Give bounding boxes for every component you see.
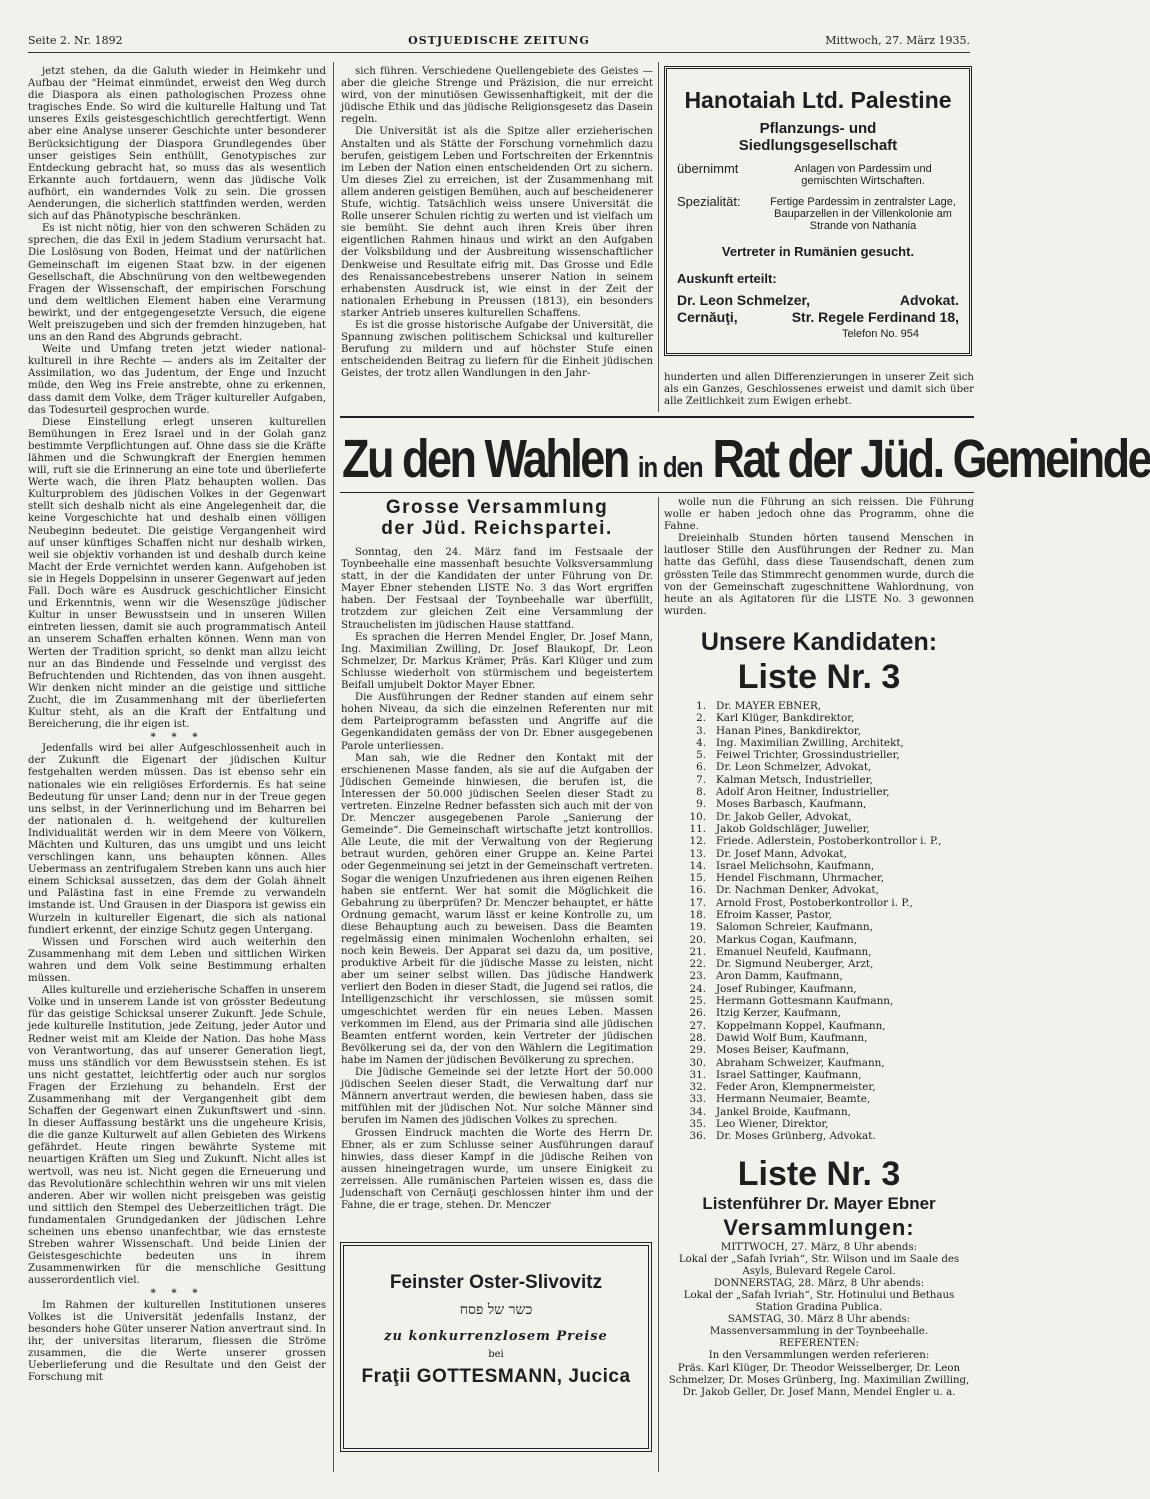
ad-row-specialty (677, 196, 959, 232)
subheading-line-2: der Jüd. Reichspartei. (381, 518, 613, 539)
headline-part-1: Zu den Wahlen (342, 427, 628, 489)
column-rule (658, 497, 659, 1472)
paragraph: Diese Einstellung erlegt unseren kulturellen Bemühungen in Erez Israel und in der Golah ganz bestimmte Verpflichtungen auf. Ohne dass sie die Kräfte lähmen und die Schwungkraft der Energien hemmen will, ruft sie die Erinnerung an eine tote und überlieferte Werte wach, die ihren Platz behaupten wollen. Das Kulturproblem des jüdischen Volkes in der Gegenwart stellt sich deshalb nicht als eine Angelegenheit dar, die keine Vorgeschichte hat und deshalb einen völligen Neubeginn bedeutet. Die geistige Vergangenheit wird auf unser künftiges Schaffen nicht nur deshalb wirken, weil sie objektiv vorhanden ist und deshalb durch keine Macht der Erde vernichtet werden kann. Aufgehoben ist sie in Hegels Doppelsinn in unserer Gegenwart auf jeden Fall. Doch wäre es Ausdruck geschichtlicher Einsicht und Erkenntnis, wenn wir die Wesenszüge jüdischer Kultur in unser Bewusstsein und in unseren Willen eintreten liessen, damit sie auch programmatisch Anteil an unserem Schaffen erhalten können. Wenn man von Werten der Tradition spricht, so denkt man allzu leicht nur an das Bindende und Fesselnde und vergisst des Befruchtenden und Richtenden, das von ihnen ausgeht. Wir denken nicht minder an die geistige und sittliche Zucht, die im Zusammenhang mit der überlieferten Kultur steht, als an die Kraft der Entfaltung und Bereicherung, die ihr eigen ist. (28, 416, 326, 731)
candidate-number: 26. (689, 1007, 706, 1020)
report-subheading (341, 497, 653, 539)
candidate-name: Leo Wiener, Direktor, (716, 1118, 829, 1131)
candidate-number: 1. (696, 699, 706, 712)
candidate-item (686, 921, 974, 933)
candidate-number: 19. (689, 921, 706, 934)
meeting-line: Präs. Karl Klüger, Dr. Theodor Weisselberger, Dr. Leon Schmelzer, Dr. Moses Grünberg, Ing. Maximilian Zwilling, Dr. Jakob Geller, Dr. Josef Mann, Mendel Engler u. a. (668, 1362, 970, 1398)
candidate-item (686, 983, 974, 995)
report-body (341, 547, 653, 1212)
candidate-number: 22. (689, 958, 706, 971)
candidate-number: 8. (696, 786, 706, 799)
candidate-name: Dr. Leon Schmelzer, Advokat, (716, 761, 872, 774)
candidate-name: Hanan Pines, Bankdirektor, (716, 724, 861, 737)
candidate-item (686, 1057, 974, 1069)
candidate-name: Dr. Jakob Geller, Advokat, (716, 810, 852, 823)
paragraph: Man sah, wie die Redner den Kontakt mit der erschienenen Masse fanden, als sie auf die Aufgaben der Jüdischen Gemeinde hinwiesen, die berufen ist, die Interessen der 50.000 jüdischen Seelen dieser Stadt zu vertreten. Einzelne Redner befassten sich auch mit der von Dr. Menczer ausgegebenen Parole „Sanierung der Gemeinde“. Die Gemeinschaft wirtschafte jetzt kontrolllos. Alle Leute, die mit der Verwaltung von der Regierung betraut wurden, gehören einer Gruppe an. Keine Partei oder Gegenmeinung sei jetzt in der Gemeinschaft vertreten. Sogar die wenigen Unzufriedenen aus ihren eigenen Reihen haben sie entfernt. Wer hat somit die Möglichkeit die Gebahrung zu überprüfen? Dr. Menczer behauptet, er hätte Ordnung gemacht, warum lässt er keine Kontrolle zu, um diese Behauptung auch zu beweisen. Dass die Beamten regelmässig einen minimalen Wochenlohn erhalten, sei noch kein Beweis. Der Apparat sei dazu da, um positive, produktive Arbeit für die jüdische Masse zu leisten, nicht aber um seiner selbst willen. Das jüdische Handwerk verliert den Boden in dieser Stadt, die Jugend sei ratlos, die Intelligenzschicht ihr verschlossen, sie müssen somit umgeschichtet werden für ein neues Leben. Massen verkommen im Elend, aus der Primaria sind alle jüdischen Beamten entfernt worden, kein Vertreter der jüdischen Bevölkerung sei da, der von den Wählern die Legitimation habe im Namen der jüdischen Bevölkerung zu sprechen. (341, 752, 653, 1066)
ad-label: Spezialität: (677, 194, 741, 209)
paragraph: Alles kulturelle und erzieherische Schaffen in unserem Volke und in unserem Lande ist von grösster Bedeutung für das geistige Schicksal unserer Zukunft. Jede Schule, jede kulturelle Institution, jede Zeitung, jeder Autor und Redner weist mit am Kleide der Nation. Das hohe Mass von Verantwortung, das auf unserer Generation liegt, muss uns ständlich vor dem Bewusstsein stehen. Es ist uns nicht gestattet, leichtfertig oder auch nur sorglos Fragen der Erziehung zu behandeln. Erst der Zusammenhang mit der Vergangenheit gibt dem Schaffen der Gegenwart einen Zukunftswert und -sinn. In dieser Auffassung bestärkt uns die ungeheure Krisis, die die ganze Kulturwelt auf allen Gebieten des Wirkens gefährdet. Heute ringen bewährte Systeme mit neuartigen Kräften um Sieg und Zukunft. Nicht alles ist wertvoll, was neu ist. Nicht gegen die Erneuerung und das Revolutionäre schlechthin wehren wir uns mit vielen anderen. Aber wir wollen nicht preisgeben was geistig und sittlich den Stempel des Ueberzeitlichen trägt. Die fundamentalen Grundgedanken der jüdischen Lehre scheinen uns ebenso unanfechtbar, wie das ernsteste Streben wahrer Wissenschaft. Und beide Linien der Geistesgeschichte bedeuten uns in ihrem Zusammenwirken für die menschliche Gesittung ausserordentlich viel. (28, 985, 326, 1287)
candidate-item (686, 1093, 974, 1105)
candidate-item (686, 811, 974, 823)
candidate-name: Dr. Josef Mann, Advokat, (716, 847, 847, 860)
meeting-line: Lokal der „Safah Ivriah“, Str. Hotinului und Bethaus Station Gradina Publica. (683, 1290, 955, 1314)
ad-contact-name: Dr. Leon Schmelzer, (677, 292, 811, 308)
candidate-number: 14. (689, 859, 706, 872)
candidate-name: Israel Sattinger, Kaufmann, (716, 1068, 862, 1081)
candidate-number: 36. (689, 1130, 706, 1143)
section-divider: * * * (150, 731, 204, 744)
meeting-line: REFERENTEN: (779, 1338, 859, 1350)
column-rule (333, 62, 334, 1472)
candidate-item (686, 1069, 974, 1081)
paragraph: Sonntag, den 24. März fand im Festsaale der Toynbeehalle eine massenhaft besuchte Volksversammlung statt, in der die Kandidaten der unter Führung von Dr. Mayer Ebner stehenden LISTE No. 3 das Wort ergriffen haben. Der Festsaal der Toynbeehalle war überfüllt, trotzdem zur gleichen Zeit eine Versammlung der Strauchelisten im jüdischen Hause stattfand. (341, 547, 653, 631)
candidate-item (686, 712, 974, 724)
candidate-item (686, 934, 974, 946)
candidate-item (686, 700, 974, 712)
candidate-name: Hendel Fischmann, Uhrmacher, (716, 872, 884, 885)
candidates-list (686, 700, 974, 1143)
candidate-item (686, 872, 974, 884)
ad-label: übernimmt (677, 161, 739, 176)
candidate-number: 16. (689, 884, 706, 897)
candidate-name: Emanuel Neufeld, Kaufmann, (716, 945, 872, 958)
candidate-name: Moses Beiser, Kaufmann, (716, 1044, 850, 1057)
candidate-item (686, 1020, 974, 1032)
candidate-item (686, 970, 974, 982)
candidate-item (686, 909, 974, 921)
candidate-name: Aron Damm, Kaufmann, (716, 970, 843, 983)
candidate-item (686, 848, 974, 860)
candidate-item (686, 823, 974, 835)
paragraph: Es ist nicht nötig, hier von den schweren Schäden zu sprechen, die das Exil in jedem Stadium verursacht hat. Die Loslösung von Boden, Heimat und der natürlichen Gemeinschaft im eigenen Staat bzw. in der eigenen Gesellschaft, die Abschnürung von den weltbewegenden Fragen der Wissenschaft, der empirischen Forschung und dem weltlichen Element haben eine Verarmung bewirkt, und der entgegengesetzte Versuch, die eigene Welt preiszugeben und sich der fremden hinzugeben, hat uns an den Rand des Abgrunds gebracht. (28, 223, 326, 344)
ad-contact-phone: Telefon No. 954 (841, 328, 919, 340)
candidate-name: Kalman Metsch, Industrieller, (716, 773, 873, 786)
candidate-item (686, 725, 974, 737)
candidate-number: 4. (696, 736, 706, 749)
candidate-name: Efroim Kasser, Pastor, (716, 908, 832, 921)
paragraph: sich führen. Verschiedene Quellengebiete des Geistes — aber die gleiche Strenge und Präzision, die nur erreicht wird, von der minutiösen Gewissenhaftigkeit, mit der die jüdische Ethik und das jüdische Religionsgesetz das Dasein regeln. (341, 66, 653, 126)
list-leader: Listenführer Dr. Mayer Ebner (702, 1193, 936, 1213)
section-divider: * * * (150, 1287, 204, 1300)
candidate-name: Salomon Schreier, Kaufmann, (716, 921, 873, 934)
candidate-name: Itzig Kerzer, Kaufmann, (716, 1007, 841, 1020)
slivo-bei: bei (488, 1349, 504, 1360)
meetings-list (664, 1242, 974, 1399)
candidate-item (686, 786, 974, 798)
candidate-name: Dr. Moses Grünberg, Advokat. (716, 1130, 876, 1143)
candidate-name: Abraham Schweizer, Kaufmann, (716, 1056, 885, 1069)
candidate-name: Friede. Adlerstein, Postoberkontrollor i. P., (716, 835, 942, 848)
candidate-name: Hermann Neumaier, Beamte, (716, 1093, 871, 1106)
candidate-name: Ing. Maximilian Zwilling, Architekt, (716, 736, 904, 749)
candidate-item (686, 761, 974, 773)
candidates-column (664, 497, 974, 1472)
candidate-number: 7. (696, 773, 706, 786)
candidate-item (686, 798, 974, 810)
candidate-number: 23. (689, 970, 706, 983)
candidate-item (686, 1118, 974, 1130)
candidate-number: 21. (689, 945, 706, 958)
candidate-item (686, 1044, 974, 1056)
section-rule (340, 492, 974, 493)
candidate-name: Dr. Sigmund Neuberger, Arzt, (716, 958, 874, 971)
candidate-name: Koppelmann Koppel, Kaufmann, (716, 1019, 886, 1032)
headline-part-2: in den (637, 451, 703, 485)
paragraph: Wissen und Forschen wird auch weiterhin den Zusammenhang mit dem Leben und sittlichen Wirken wahren und dem Volk seine Bestimmung erhalten müssen. (28, 936, 326, 985)
candidate-name: Adolf Aron Heitner, Industrieller, (716, 786, 890, 799)
candidate-item (686, 737, 974, 749)
candidate-item (686, 1106, 974, 1118)
candidate-item (686, 884, 974, 896)
column-rule (658, 62, 659, 412)
ad-row-services (677, 163, 959, 187)
candidate-number: 24. (689, 982, 706, 995)
meeting-line: DONNERSTAG, 28. März, 8 Uhr abends: (713, 1277, 925, 1289)
slivo-hebrew: כשר של פסח (459, 1302, 533, 1318)
candidate-number: 2. (696, 712, 706, 725)
list-number-heading: Liste Nr. 3 (737, 657, 901, 696)
candidates-heading: Unsere Kandidaten: (700, 627, 938, 656)
meeting-line: In den Versammlungen werden referieren: (708, 1350, 930, 1362)
candidate-name: Josef Rubinger, Kaufmann, (716, 982, 857, 995)
candidate-name: Dawid Wolf Bum, Kaufmann, (716, 1031, 868, 1044)
candidate-name: Feiwel Trichter, Grossindustrieller, (716, 749, 900, 762)
candidate-item (686, 958, 974, 970)
section-rule (340, 416, 974, 418)
paragraph: Die Universität ist als die Spitze aller erzieherischen Anstalten und als Stätte der Forschung vornehmlich dazu berufen, geistigem Leben und Fortschreiten der Erkenntnis im Leben der Nation einen entscheidenden Ort zu sichern. Um dieses Ziel zu erreichen, ist der Zusammenhang mit allem anderen geistigen Bemühen, auch auf bescheidenerer Stufe, wichtig. Tatsächlich weiss unsere Universität die Rolle unserer Schulen richtig zu werten und ist vielfach um sie bemüht. Sie dehnt auch ihren Kreis über ihren eigentlichen Rahmen hinaus und wirkt an den Aufgaben der Volksbildung und der Ausbreitung wissenschaftlicher Denkweise und Resultate eifrig mit. Das Grosse und Edle des Renaissancebestrebens unserer Nation in seinem erhabensten Ausdruck ist, wie einst in der Zeit der nationalen Erhebung in Preussen (1813), ein besonders starker Antrieb unseres kulturellen Schaffens. (341, 126, 653, 319)
ad-contact-city: Cernăuţi, (677, 309, 738, 325)
meetings-heading: Versammlungen: (723, 1214, 915, 1240)
candidate-number: 9. (696, 798, 706, 811)
subheading-line-1: Grosse Versammlung (385, 497, 609, 518)
assembly-report (341, 497, 653, 1235)
issue-date: Mittwoch, 27. März 1935. (825, 34, 970, 47)
candidate-number: 34. (689, 1105, 706, 1118)
meeting-line: MITTWOCH, 27. März, 8 Uhr abends: (720, 1241, 918, 1253)
paragraph: Im Rahmen der kulturellen Institutionen unseres Volkes ist die Universität jedenfalls Instanz, der besonders hohe Güter unserer Nation anvertraut sind. In ihr, der universitas literarum, fliessen die Ströme zusammen, die die Werte unserer grossen Ueberlieferung und die Resultate und den Geist der Forschung mit (28, 1299, 326, 1384)
ad-representative-wanted: Vertreter in Rumänien gesucht. (721, 244, 915, 259)
paragraph: hunderten und allen Differenzierungen in unserer Zeit sich als ein Ganzes, Geschlossenes erweist und damit sich über alle Zeitlichkeit zum Ewigen erhebt. (664, 372, 974, 408)
article-column-1 (28, 66, 326, 1472)
candidate-name: Jankel Broide, Kaufmann, (716, 1105, 851, 1118)
paragraph: Weite und Umfang treten jetzt wieder national-kulturell in ihre Rechte — anders als im Zeitalter der Assimilation, wo das Judentum, der Enge und Inzucht müde, den Weg ins Freie anstrebte, ohne zu erkennen, dass damit dem Volke, dem Träger kultureller Aufgaben, das Todesurteil gesprochen wurde. (28, 344, 326, 416)
paragraph: Grossen Eindruck machten die Worte des Herrn Dr. Ebner, als er zum Schlusse seiner Ausführungen darauf hinwies, dass dieser Kampf in die jüdische Reihen von aussen hineingetragen wurde, um unsere Einigkeit zu zerreissen. Alle rumänischen Parteien wissen es, dass die Judenschaft von Cernăuţi geschlossen hinter ihm und der Fahne, die er trage, stehen. Dr. Menczer (341, 1127, 653, 1212)
candidate-item (686, 1032, 974, 1044)
ad-contact-role: Advokat. (899, 292, 959, 308)
page-number: Seite 2. Nr. 1892 (28, 34, 123, 47)
candidate-item (686, 946, 974, 958)
candidate-number: 18. (689, 908, 706, 921)
candidate-name: Jakob Goldschläger, Juwelier, (716, 822, 870, 835)
ad-info-label: Auskunft erteilt: (677, 271, 777, 286)
candidate-item (686, 835, 974, 847)
candidate-number: 30. (689, 1056, 706, 1069)
page-header (28, 34, 970, 53)
candidate-number: 10. (689, 810, 706, 823)
meeting-line: Lokal der „Safah Ivriah“, Str. Wilson und im Saale des Asyls, Bulevard Regele Carol. (678, 1253, 960, 1277)
candidate-item (686, 1007, 974, 1019)
candidate-item (686, 995, 974, 1007)
candidate-number: 15. (689, 872, 706, 885)
slivovitz-advertisement (340, 1242, 652, 1452)
meeting-line: SAMSTAG, 30. März 8 Uhr abends: (727, 1314, 911, 1326)
candidate-number: 32. (689, 1081, 706, 1094)
slivo-title: Feinster Oster-Slivovitz (389, 1272, 603, 1293)
candidate-name: Dr. Nachman Denker, Advokat, (716, 884, 879, 897)
hanotaiah-advertisement (664, 66, 972, 356)
candidate-number: 20. (689, 933, 706, 946)
paragraph: Es sprachen die Herren Mendel Engler, Dr. Josef Mann, Ing. Maximilian Zwilling, Dr. Josef Blaukopf, Dr. Leon Schmelzer, Dr. Markus Krämer, Präs. Karl Klüger und zum Schlusse wiederholt von stürmischem und begeistertem Beifall umjubelt Doktor Mayer Ebner. (341, 631, 653, 692)
candidate-number: 25. (689, 995, 706, 1008)
paragraph: Jedenfalls wird bei aller Aufgeschlossenheit auch in der Zukunft die Eigenart der jüdischen Kultur festgehalten werden müssen. Das ist ebenso sehr ein nationales wie ein religiöses Erfordernis. Es hat seine Bedeutung für unser Land; denn nur in der Treue gegen uns selbst, in der Verinnerlichung und im Beharren bei der nationalen d. h. weitgehend der kulturellen Individualität werden wir in dem Meere von Völkern, Mächten und Kulturen, das uns umgibt und uns leicht verschlingen kann, uns behaupten können. Alles Uebermass an zentrifugalem Streben kann uns auch hier einem Schicksal aussetzen, das dem der Golah ähnelt und Palästina fast in eine Fremde zu verwandeln imstande ist. Und Grausen in der Diaspora ist gewiss ein Wurzeln in kultureller Eigenart, die sich als national fundiert erkennt, der einzige Schutz gegen Untergang. (28, 743, 326, 936)
candidate-number: 35. (689, 1118, 706, 1131)
ad-subtitle (677, 120, 959, 154)
candidate-name: Dr. MAYER EBNER, (716, 699, 822, 712)
candidate-name: Karl Klüger, Bankdirektor, (716, 712, 855, 725)
paragraph: Die Ausführungen der Redner standen auf einem sehr hohen Niveau, da sich die einzelnen Referenten nur mit dem Parteiprogramm befassten und Angriffe auf die Gegenkandidaten gemäss der von Dr. Ebner ausgegebenen Parole unterliessen. (341, 692, 653, 752)
newspaper-title: OSTJUEDISCHE ZEITUNG (408, 34, 590, 47)
candidate-name: Hermann Gottesmann Kaufmann, (716, 995, 894, 1008)
candidate-item (686, 774, 974, 786)
candidate-number: 11. (689, 822, 706, 835)
candidate-name: Feder Aron, Klempnermeister, (716, 1081, 876, 1094)
candidates-intro (664, 497, 974, 618)
candidate-item (686, 749, 974, 761)
paragraph: Dreieinhalb Stunden hörten tausend Menschen in lautloser Stille den Ausführungen der Redner zu. Man hatte das Gefühl, dass diese Tausendschaft, denen zum grössten Teile das Stimmrecht genommen wurde, durch die von der Gemeinschaft zugeschnittene Wahlordnung, von heute an als Agitatoren für die LISTE No. 3 gewonnen wurden. (664, 533, 974, 617)
candidate-name: Israel Melichsohn, Kaufmann, (716, 859, 875, 872)
paragraph: jetzt stehen, da die Galuth wieder in Heimkehr und Aufbau der "Heimat einmündet, erweist den Weg durch die Diaspora als einen pathologischen Prozess ohne tragisches Ende. So wird die kulturelle Haltung und Tat unseres Exils geistesgeschichtlich gerechtfertigt. Wenn aber eine Analyse unserer Geschichte unter besonderer Berücksichtigung der Diaspora Grundlegendes über unser geistiges Sein enthüllt, Genotypisches zur Entdeckung gebracht hat, so muss das als wesentlich Erkannte auch fortdauern, wenn das jüdische Volk aufhört, ein wanderndes Volk zu sein. Die grossen Aenderungen, die sicherlich stattfinden werden, werden sich auf das Phänotypische beschränken. (28, 66, 326, 223)
candidate-item (686, 860, 974, 872)
candidate-number: 28. (689, 1031, 706, 1044)
candidate-number: 33. (689, 1093, 706, 1106)
candidate-number: 29. (689, 1044, 706, 1057)
candidate-name: Markus Cogan, Kaufmann, (716, 933, 858, 946)
meeting-line: Massenversammlung in der Toynbeehalle. (709, 1326, 929, 1338)
ad-contact (677, 292, 959, 343)
candidate-number: 5. (696, 749, 706, 762)
candidate-item (686, 1081, 974, 1093)
candidate-number: 13. (689, 847, 706, 860)
candidate-number: 17. (689, 896, 706, 909)
ad-value: Anlagen von Pardessim und gemischten Wirtschaften. (794, 163, 932, 187)
candidate-number: 3. (696, 724, 706, 737)
candidate-number: 6. (696, 761, 706, 774)
candidate-name: Moses Barbasch, Kaufmann, (716, 798, 867, 811)
ad-title: Hanotaiah Ltd. Palestine (684, 87, 952, 113)
candidate-item (686, 897, 974, 909)
candidate-number: 31. (689, 1068, 706, 1081)
candidate-name: Arnold Frost, Postoberkontrollor i. P., (716, 896, 913, 909)
candidate-number: 27. (689, 1019, 706, 1032)
ad-subtitle-line-2: Siedlungsgesellschaft (738, 137, 898, 154)
headline-part-3: Rat der Jüd. Gemeinde (712, 427, 1150, 489)
candidate-item (686, 1130, 974, 1142)
paragraph: wolle nun die Führung an sich reissen. Die Führung wolle er haben jedoch ohne das Programm, ohne die Fahne. (664, 497, 974, 533)
paragraph: Die Jüdische Gemeinde sei der letzte Hort der 50.000 jüdischen Seelen dieser Stadt, die Verwaltung darf nur Männern anvertraut werden, die bewiesen haben, dass sie mitfühlen mit der jüdischen Not. Nur solche Männer sind berufen im Namen des jüdischen Volkes zu sprechen. (341, 1067, 653, 1127)
slivo-company: Fraţii GOTTESMANN, Jucica (361, 1366, 631, 1387)
list-number-heading-2: Liste Nr. 3 (737, 1154, 901, 1193)
ad-contact-street: Str. Regele Ferdinand 18, (791, 309, 959, 325)
ad-subtitle-line-1: Pflanzungs- und (759, 120, 877, 137)
candidate-number: 12. (689, 835, 706, 848)
article-column-3-continuation (664, 372, 974, 412)
article-column-2 (341, 66, 653, 412)
slivo-price: zu konkurrenzlosem Preise (384, 1329, 608, 1344)
paragraph: Es ist die grosse historische Aufgabe der Universität, die Spannung zwischen politischem Schicksal und kultureller Berufung zu mildern und auf höchster Stufe einen entscheidenden Beitrag zu liefern für die Einheit jüdischen Geistes, der trotz allen Wandlungen in den Jahr- (341, 319, 653, 380)
ad-value: Fertige Pardessim in zentralster Lage, Bauparzellen in der Villenkolonie am Strande von Nathania (770, 196, 956, 232)
